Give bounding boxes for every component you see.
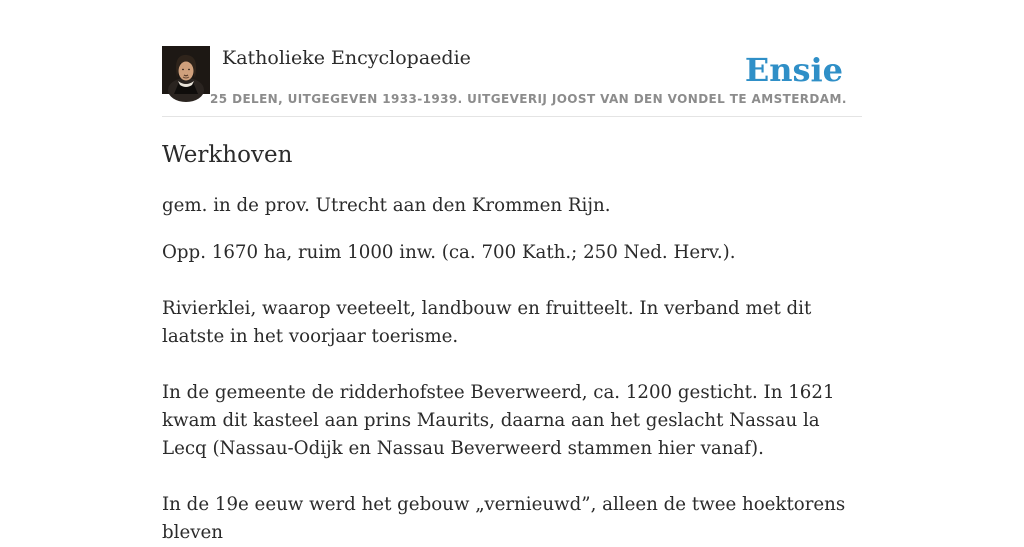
entry-paragraph: Opp. 1670 ha, ruim 1000 inw. (ca. 700 Kath.; 250 Ned. Herv.). [162,242,736,263]
entry-title: Werkhoven [162,142,293,168]
entry-paragraph: gem. in de prov. Utrecht aan den Krommen Rijn. [162,195,611,216]
source-header [162,46,862,117]
entry-paragraph: In de 19e eeuw werd het gebouw „vernieuwd”, alleen de twee hoektorens bleven [162,494,846,543]
ensie-logo[interactable]: Ensie [744,51,843,89]
source-title[interactable]: Katholieke Encyclopaedie [222,47,471,69]
entry-body [162,192,862,547]
entry-paragraph: In de gemeente de ridderhofstee Beverweerd, ca. 1200 gesticht. In 1621 kwam dit kasteel aan prins Maurits, daarna aan het geslacht Nassau la Lecq (Nassau-Odijk en Nassau Beverweerd stammen hier vanaf). [162,382,835,459]
entry-paragraph: Rivierklei, waarop veeteelt, landbouw en fruitteelt. In verband met dit laatste in het voorjaar toerisme. [162,298,812,347]
portrait-avatar-icon[interactable] [162,46,210,94]
source-subtitle: 25 DELEN, UITGEGEVEN 1933-1939. UITGEVERIJ JOOST VAN DEN VONDEL TE AMSTERDAM. [210,92,847,106]
